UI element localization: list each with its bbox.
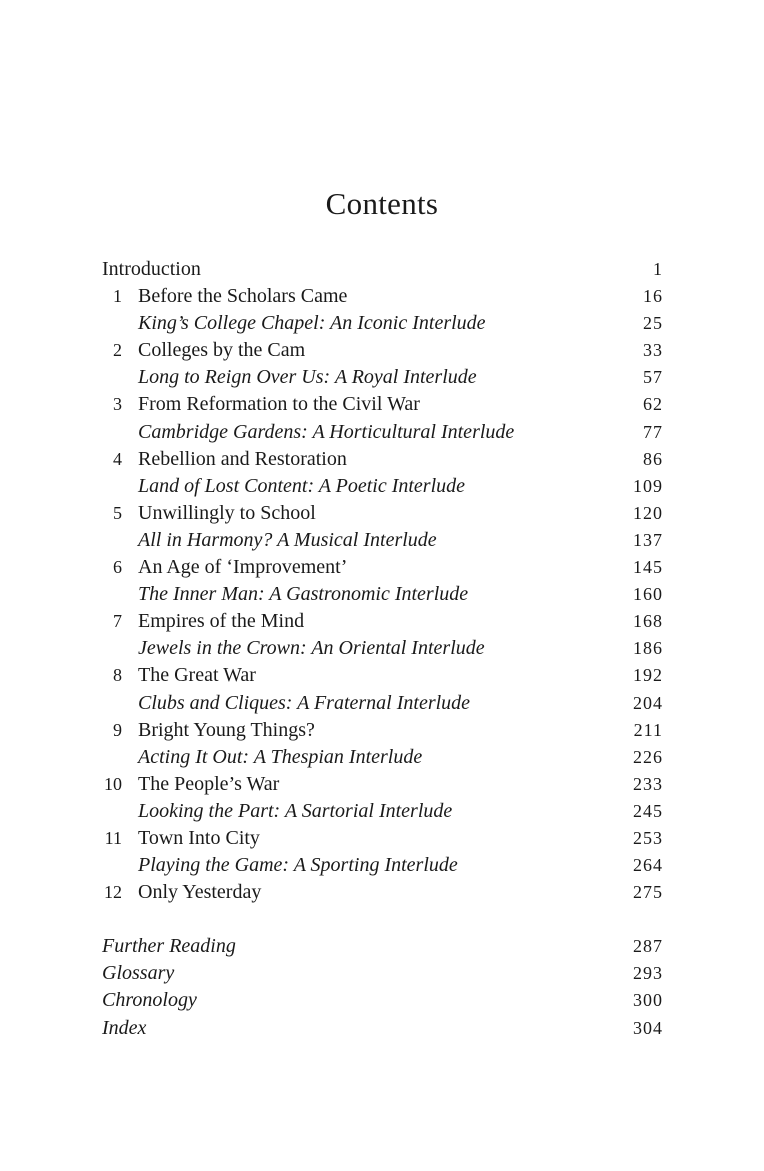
toc-entry-label: Colleges by the Cam (138, 339, 306, 362)
page-title: Contents (325, 186, 439, 221)
toc-entry-page-number: 211 (633, 719, 663, 740)
toc-entry-interlude (102, 364, 663, 391)
toc-entry-chapter (102, 554, 663, 581)
toc-entry-interlude (102, 690, 663, 717)
toc-entry-chapter-number: 2 (113, 340, 122, 361)
toc-entry-chapter (102, 825, 663, 852)
toc-entry-label: Town Into City (138, 826, 260, 849)
toc-entry-chapter (102, 717, 663, 744)
toc-entry-interlude (102, 798, 663, 825)
toc-entry-page-number: 109 (633, 475, 663, 496)
toc-entry-label: The Great War (138, 664, 256, 687)
toc-entry-page-number: 120 (633, 502, 663, 523)
toc-entry-label: Cambridge Gardens: A Horticultural Interlude (138, 420, 515, 443)
table-of-contents (102, 256, 663, 1042)
toc-entry-page-number: 300 (633, 990, 663, 1011)
toc-entry-label: Index (102, 1016, 147, 1039)
toc-entry-page-number: 293 (633, 963, 663, 984)
toc-entry-label: Chronology (102, 989, 197, 1012)
toc-entry-page-number: 1 (653, 259, 663, 279)
toc-entry-label: An Age of ‘Improvement’ (138, 556, 348, 579)
toc-entry-interlude (102, 635, 663, 662)
toc-entry-label: From Reformation to the Civil War (138, 393, 420, 416)
toc-entry-page-number: 16 (643, 286, 663, 307)
toc-entry-page-number: 264 (633, 855, 663, 876)
toc-entry-chapter-number: 11 (104, 827, 122, 848)
back-matter-list (102, 933, 663, 1041)
toc-entry-page-number: 253 (633, 827, 663, 848)
toc-entry-chapter-number: 6 (113, 557, 122, 578)
toc-entry-interlude (102, 419, 663, 446)
toc-entry-label: The People’s War (138, 772, 280, 795)
toc-entry-page-number: 168 (633, 611, 663, 632)
toc-entry-chapter-number: 8 (113, 665, 122, 686)
toc-entry-chapter-number: 10 (104, 773, 122, 794)
toc-entry-label: Looking the Part: A Sartorial Interlude (138, 799, 453, 822)
toc-entry-label: Unwillingly to School (138, 501, 316, 524)
toc-entry-chapter (102, 500, 663, 527)
toc-entry-label: Jewels in the Crown: An Oriental Interlude (138, 637, 485, 660)
toc-entry-page-number: 25 (643, 313, 663, 334)
toc-entry-label: Clubs and Cliques: A Fraternal Interlude (138, 691, 471, 714)
toc-entry-back-matter (102, 987, 663, 1014)
toc-entry-interlude (102, 744, 663, 771)
toc-entry-label: Rebellion and Restoration (138, 447, 347, 470)
toc-entry-label: Playing the Game: A Sporting Interlude (138, 854, 458, 877)
toc-entry-back-matter (102, 960, 663, 987)
toc-entry-label: The Inner Man: A Gastronomic Interlude (138, 583, 469, 606)
toc-entry-label: Bright Young Things? (138, 718, 315, 741)
toc-entry-label: Acting It Out: A Thespian Interlude (138, 745, 423, 768)
toc-entry-page-number: 160 (633, 584, 663, 605)
toc-entry-page-number: 77 (643, 421, 663, 442)
toc-entry-interlude (102, 852, 663, 879)
toc-entry-label: Further Reading (102, 935, 236, 958)
toc-entry-chapter-number: 1 (113, 286, 122, 307)
toc-entry-chapter (102, 662, 663, 689)
section-spacer (102, 906, 663, 933)
toc-entry-page-number: 137 (633, 529, 663, 550)
toc-entry-interlude (102, 473, 663, 500)
toc-entry-chapter (102, 446, 663, 473)
toc-entry-back-matter (102, 933, 663, 960)
toc-entry-page-number: 275 (633, 882, 663, 903)
toc-entry-label: Long to Reign Over Us: A Royal Interlude (138, 366, 477, 389)
toc-entry-chapter-number: 12 (104, 882, 122, 903)
toc-entry-page-number: 304 (633, 1017, 663, 1038)
toc-entry-page-number: 226 (633, 746, 663, 767)
toc-entry-chapter (102, 283, 663, 310)
toc-entry-label: Land of Lost Content: A Poetic Interlude (138, 474, 466, 497)
toc-entry-label: Introduction (102, 258, 201, 280)
toc-entry-chapter (102, 391, 663, 418)
toc-entry-chapter-number: 4 (113, 448, 122, 469)
toc-entry-interlude (102, 310, 663, 337)
toc-entry-page-number: 33 (643, 340, 663, 361)
toc-entry-page-number: 233 (633, 773, 663, 794)
toc-entry-page-number: 287 (633, 936, 663, 957)
toc-entry-chapter-number: 5 (113, 502, 122, 523)
toc-entry-page-number: 186 (633, 638, 663, 659)
toc-entry-label: Only Yesterday (138, 881, 262, 904)
toc-entry-chapter (102, 771, 663, 798)
toc-entry-interlude (102, 581, 663, 608)
toc-entry-label: Glossary (102, 962, 175, 985)
toc-entry-page-number: 145 (633, 557, 663, 578)
toc-entry-chapter-number: 7 (113, 611, 122, 632)
toc-entry-back-matter (102, 1015, 663, 1042)
toc-entry-chapter-number: 9 (113, 719, 122, 740)
toc-entry-interlude (102, 527, 663, 554)
toc-entry-label: All in Harmony? A Musical Interlude (138, 528, 437, 551)
toc-entry-label: King’s College Chapel: An Iconic Interlude (138, 312, 486, 335)
toc-entry-page-number: 57 (643, 367, 663, 388)
toc-entry-page-number: 62 (643, 394, 663, 415)
toc-entry-page-number: 86 (643, 448, 663, 469)
toc-entry-page-number: 192 (633, 665, 663, 686)
toc-entry-chapter (102, 337, 663, 364)
toc-entry-label: Before the Scholars Came (138, 285, 348, 308)
toc-entry-chapter (102, 879, 663, 906)
toc-entry-chapter-number: 3 (113, 394, 122, 415)
toc-entry-page-number: 245 (633, 800, 663, 821)
chapter-list (102, 283, 663, 906)
toc-entry-introduction (102, 256, 663, 283)
toc-entry-chapter (102, 608, 663, 635)
toc-entry-page-number: 204 (633, 692, 663, 713)
toc-entry-label: Empires of the Mind (138, 610, 305, 633)
